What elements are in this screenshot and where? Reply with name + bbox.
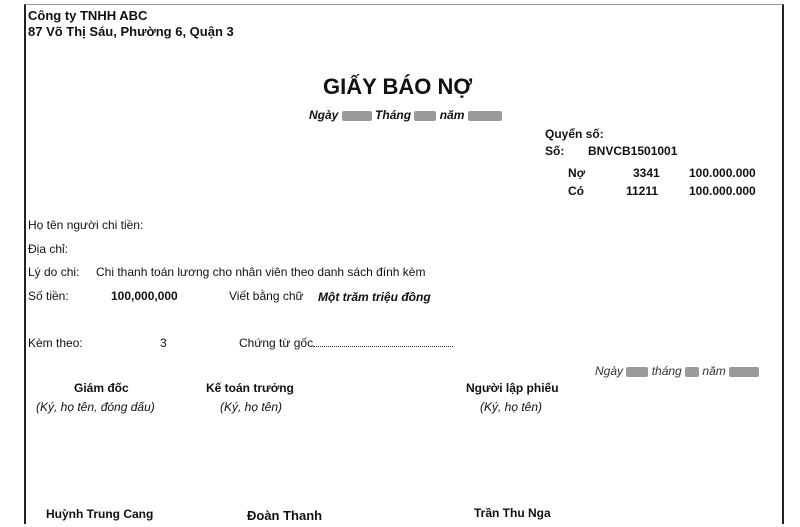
number-value: BNVCB1501001: [588, 144, 678, 158]
attach-value: 3: [160, 336, 167, 350]
debit-label: Nợ: [568, 166, 586, 180]
redacted-sign-year: [729, 367, 759, 377]
director-name: Huỳnh Trung Cang: [46, 507, 154, 521]
credit-account: 11211: [626, 184, 659, 198]
book-label: Quyển số:: [545, 127, 604, 141]
date-month-label: Tháng: [375, 108, 412, 122]
company-address: 87 Võ Thị Sáu, Phường 6, Quận 3: [28, 24, 234, 39]
chief-accountant-role: Kế toán trưởng: [206, 381, 294, 395]
redacted-year: [468, 111, 502, 121]
signature-date-line: [595, 364, 759, 378]
sign-month-label: tháng: [651, 364, 682, 378]
credit-label: Có: [568, 184, 584, 198]
attach-label: Kèm theo:: [28, 336, 83, 350]
company-name: Công ty TNHH ABC: [28, 8, 148, 23]
amount-value: 100,000,000: [111, 289, 178, 303]
sign-year-label: năm: [702, 364, 726, 378]
chief-accountant-name: Đoàn Thanh: [247, 508, 323, 523]
debit-account: 3341: [633, 166, 660, 180]
number-label: Số:: [545, 144, 565, 158]
date-day-label: Ngày: [309, 108, 339, 122]
original-docs-label: Chứng từ gốc: [239, 336, 314, 350]
document-title: GIẤY BÁO NỢ: [323, 74, 473, 99]
redacted-sign-day: [626, 367, 648, 377]
title-date-line: [309, 108, 502, 122]
director-note: (Ký, họ tên, đóng dấu): [36, 400, 155, 414]
debit-amount: 100.000.000: [689, 166, 756, 180]
redacted-month: [414, 111, 436, 121]
redacted-day: [342, 111, 372, 121]
preparer-name: Trần Thu Nga: [474, 506, 551, 520]
preparer-note: (Ký, họ tên): [480, 400, 543, 414]
original-docs: [239, 336, 453, 350]
amount-words-label: Viết bằng chữ: [229, 289, 304, 303]
redacted-sign-month: [685, 367, 699, 377]
credit-amount: 100.000.000: [689, 184, 756, 198]
date-year-label: năm: [439, 108, 465, 122]
preparer-role: Người lập phiếu: [466, 381, 559, 395]
payee-label: Họ tên người chi tiền:: [28, 218, 144, 232]
amount-words-value: Một trăm triệu đồng: [318, 290, 431, 304]
director-role: Giám đốc: [74, 381, 129, 395]
sign-day-label: Ngày: [595, 364, 624, 378]
address-label: Địa chỉ:: [28, 242, 69, 256]
amount-label: Số tiền:: [28, 289, 69, 303]
chief-accountant-note: (Ký, họ tên): [220, 400, 283, 414]
reason-value: Chi thanh toán lương cho nhân viên theo danh sách đính kèm: [96, 265, 426, 279]
reason-label: Lý do chi:: [28, 265, 80, 279]
original-docs-dotted-line: [313, 336, 453, 347]
